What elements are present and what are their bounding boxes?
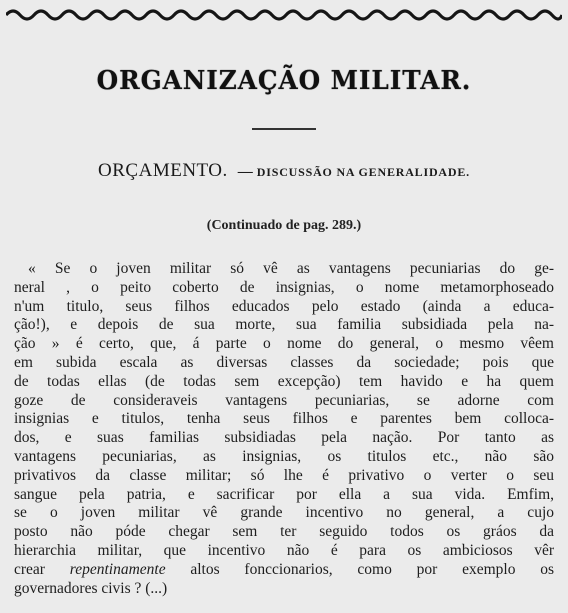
article-line: neral , o peito coberto de insignias, o nome metamorphoseado (14, 278, 554, 296)
article-line: vantagens pecuniarias, as insignias, os titulos etc., não são (14, 447, 554, 465)
article-line: posto não póde chegar sem ter seguido todos os gráos da (14, 523, 554, 541)
article-line: n'um titulo, seus filhos educados pelo estado (ainda a educa- (14, 297, 554, 315)
article-line: goze de consideraveis vantagens pecuniarias, se adorne com (14, 391, 554, 409)
text-fragment: altos fonccionarios, como por exemplo os (165, 560, 554, 578)
article-line: se o joven militar vê grande incentivo no general, a cujo (14, 504, 554, 522)
article-line: sangue pela patria, e sacrificar por ella a sua vida. Emfim, (14, 485, 554, 503)
section-subheading (0, 160, 568, 182)
article-line: insignias e titulos, tenha seus filhos e parentes bem colloca- (14, 410, 554, 428)
subheading-main: ORÇAMENTO. (98, 160, 228, 181)
title-divider (252, 128, 316, 130)
article-line: ção!), e depois de sua morte, sua familia subsidiada pela na- (14, 316, 554, 334)
text-fragment: crear (14, 560, 70, 578)
article-line: « Se o joven militar só vê as vantagens pecuniarias do ge- (28, 260, 554, 277)
continuation-note: (Continuado de pag. 289.) (206, 218, 362, 233)
page-title: ORGANIZAÇÃO MILITAR. (96, 66, 472, 96)
article-line: em subida escala as diversas classes da sociedade; pois que (14, 353, 554, 371)
subheading-rest: DISCUSSÃO NA GENERALIDADE. (256, 165, 470, 179)
decorative-wavy-rule (6, 6, 562, 24)
article-line: ção » é certo, que, á parte o nome do general, o mesmo vêem (14, 335, 554, 353)
article-line: dos, e suas familias subsidiadas pela nação. Por tanto as (14, 429, 554, 447)
italic-word: repentinamente (69, 560, 166, 578)
article-body (14, 260, 554, 598)
subheading-separator: — (237, 164, 253, 180)
article-line: hierarchia militar, que incentivo não é para os ambiciosos vêr (14, 541, 554, 559)
article-final-line: governadores civis ? (...) (14, 579, 168, 597)
article-line: de todas ellas (de todas sem excepção) tem havido e ha quem (14, 372, 554, 390)
article-line-italic-phrase (14, 561, 554, 580)
article-line: privativos da classe militar; só lhe é privativo o verter o seu (14, 466, 554, 484)
